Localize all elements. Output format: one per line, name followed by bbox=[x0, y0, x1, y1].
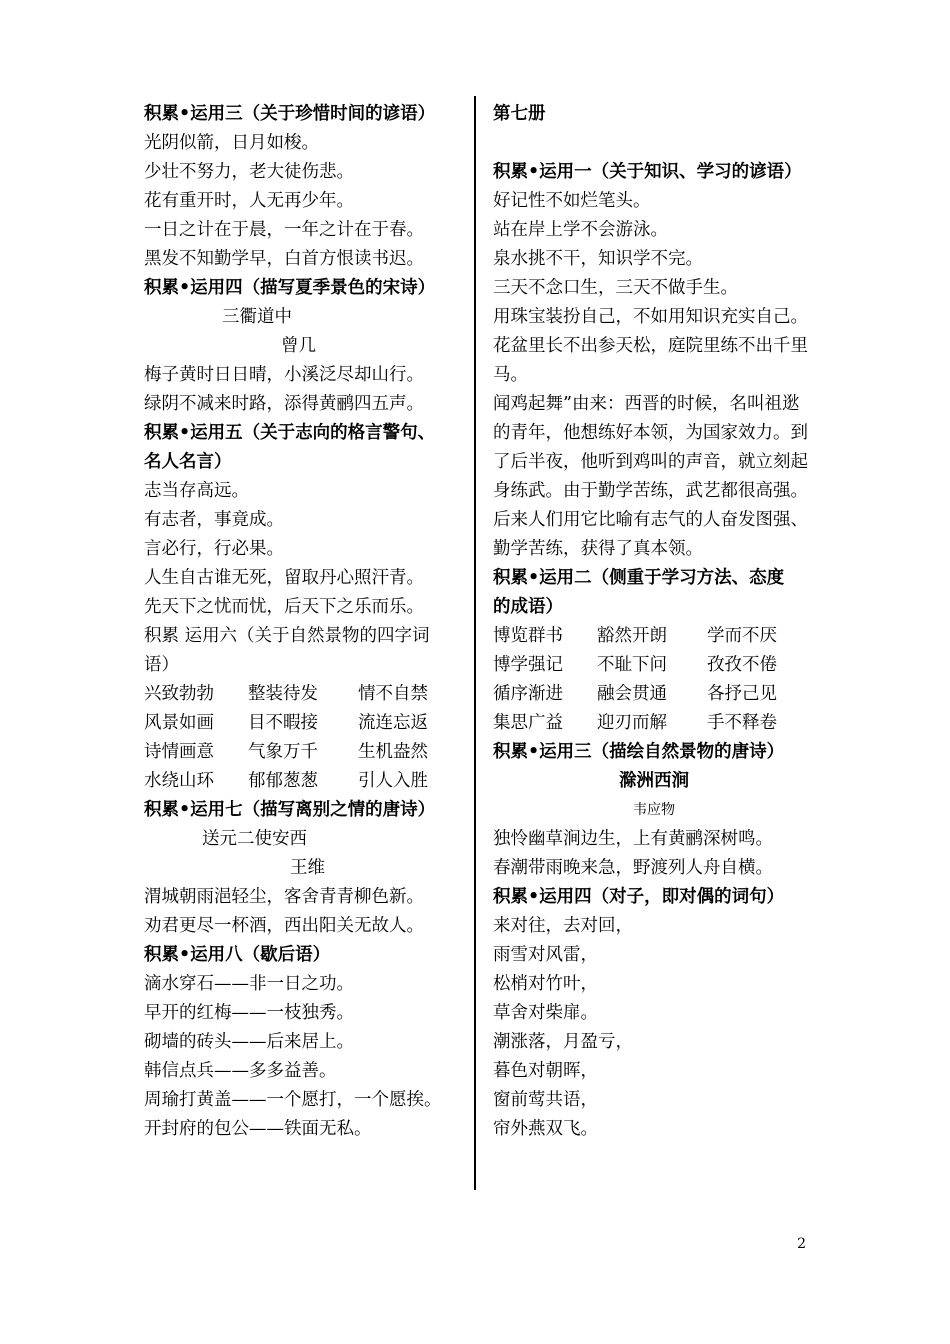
text-line: 松梢对竹叶， bbox=[493, 974, 598, 994]
poem-author: 韦应物 bbox=[633, 802, 675, 818]
section-heading: 积累•运用二（侧重于学习方法、态度 bbox=[493, 568, 785, 588]
text-line: 砌墙的砖头——后来居上。 bbox=[144, 1032, 354, 1052]
idiom: 豁然开朗 bbox=[597, 626, 667, 646]
poem-line: 春潮带雨晚来急，野渡列人舟自横。 bbox=[493, 858, 773, 878]
text-line: 来对往，去对回， bbox=[493, 916, 633, 936]
section-heading: 积累•运用三（描绘自然景物的唐诗） bbox=[493, 742, 785, 762]
section-heading: 积累•运用四（对子，即对偶的词句） bbox=[493, 887, 785, 907]
idiom: 各抒己见 bbox=[707, 684, 777, 704]
idiom-grid bbox=[144, 680, 472, 796]
text-line: 人生自古谁无死，留取丹心照汗青。 bbox=[144, 568, 424, 588]
idiom-grid bbox=[493, 622, 815, 738]
poem-line: 渭城朝雨浥轻尘，客舍青青柳色新。 bbox=[144, 887, 424, 907]
poem-line: 梅子黄时日日晴，小溪泛尽却山行。 bbox=[144, 365, 424, 385]
text-paragraph: 花盆里长不出参天松，庭院里练不出千里马。 bbox=[493, 336, 808, 385]
idiom: 学而不厌 bbox=[707, 626, 777, 646]
text-line: 志当存高远。 bbox=[144, 481, 249, 501]
text-paragraph: 闻鸡起舞”由来：西晋的时候，名叫祖逖的青年，他想练好本领，为国家效力。到了后半夜，他听到鸡叫的声音，就立刻起身练武。由于勤学苦练，武艺都很高强。后来人们用它比喻有志气的人奋发图强、勤学苦练，获得了真本领。 bbox=[493, 394, 808, 559]
idiom: 融会贯通 bbox=[597, 684, 667, 704]
poem-author: 曾几 bbox=[281, 336, 316, 356]
idiom: 集思广益 bbox=[493, 713, 563, 733]
section-heading: 名人名言） bbox=[144, 452, 232, 472]
section-heading: 语） bbox=[144, 655, 179, 675]
idiom: 气象万千 bbox=[248, 742, 318, 762]
poem-line: 绿阴不减来时路，添得黄鹂四五声。 bbox=[144, 394, 424, 414]
text-line: 黑发不知勤学早，白首方恨读书迟。 bbox=[144, 249, 424, 269]
text-line: 暮色对朝晖， bbox=[493, 1061, 598, 1081]
section-heading: 积累 运用六（关于自然景物的四字词 bbox=[144, 626, 430, 646]
text-line: 少壮不努力，老大徒伤悲。 bbox=[144, 162, 354, 182]
page-number: 2 bbox=[797, 1236, 806, 1252]
poem-title: 送元二使安西 bbox=[202, 829, 307, 849]
text-line: 窗前莺共语， bbox=[493, 1090, 598, 1110]
idiom: 孜孜不倦 bbox=[707, 655, 777, 675]
idiom: 博学强记 bbox=[493, 655, 563, 675]
section-heading: 积累•运用四（描写夏季景色的宋诗） bbox=[144, 278, 436, 298]
idiom: 诗情画意 bbox=[144, 742, 214, 762]
text-line: 雨雪对风雷， bbox=[493, 945, 598, 965]
idiom: 生机盎然 bbox=[358, 742, 428, 762]
text-line: 潮涨落，月盈亏， bbox=[493, 1032, 633, 1052]
column-divider bbox=[474, 96, 476, 1190]
poem-line: 劝君更尽一杯酒，西出阳关无故人。 bbox=[144, 916, 424, 936]
idiom: 不耻下问 bbox=[597, 655, 667, 675]
text-line: 泉水挑不干，知识学不完。 bbox=[493, 249, 703, 269]
text-line: 言必行，行必果。 bbox=[144, 539, 284, 559]
text-line: 草舍对柴扉。 bbox=[493, 1003, 598, 1023]
text-line: 好记性不如烂笔头。 bbox=[493, 191, 651, 211]
section-heading: 积累•运用一（关于知识、学习的谚语） bbox=[493, 162, 802, 182]
idiom: 流连忘返 bbox=[358, 713, 428, 733]
text-line: 韩信点兵——多多益善。 bbox=[144, 1061, 337, 1081]
text-line: 开封府的包公——铁面无私。 bbox=[144, 1119, 372, 1139]
text-line: 先天下之忧而忧，后天下之乐而乐。 bbox=[144, 597, 424, 617]
text-line: 一日之计在于晨，一年之计在于春。 bbox=[144, 220, 424, 240]
section-heading: 积累•运用五（关于志向的格言警句、 bbox=[144, 423, 436, 443]
text-line: 周瑜打黄盖——一个愿打，一个愿挨。 bbox=[144, 1090, 442, 1110]
idiom: 风景如画 bbox=[144, 713, 214, 733]
idiom: 郁郁葱葱 bbox=[248, 771, 318, 791]
idiom: 手不释卷 bbox=[707, 713, 777, 733]
right-column bbox=[493, 100, 815, 1144]
left-column bbox=[144, 100, 472, 1144]
idiom: 兴致勃勃 bbox=[144, 684, 214, 704]
idiom: 情不自禁 bbox=[358, 684, 428, 704]
idiom: 迎刃而解 bbox=[597, 713, 667, 733]
idiom: 整装待发 bbox=[248, 684, 318, 704]
poem-title: 三衢道中 bbox=[222, 307, 292, 327]
spacer bbox=[493, 129, 815, 158]
idiom: 博览群书 bbox=[493, 626, 563, 646]
idiom: 循序渐进 bbox=[493, 684, 563, 704]
poem-author: 王维 bbox=[290, 858, 325, 878]
poem-title: 滁洲西涧 bbox=[619, 771, 689, 791]
section-heading: 的成语） bbox=[493, 597, 563, 617]
text-line: 有志者，事竟成。 bbox=[144, 510, 284, 530]
text-line: 三天不念口生，三天不做手生。 bbox=[493, 278, 738, 298]
text-line: 滴水穿石——非一日之功。 bbox=[144, 974, 354, 994]
idiom: 水绕山环 bbox=[144, 771, 214, 791]
section-heading: 积累•运用八（歇后语） bbox=[144, 945, 331, 965]
idiom: 目不暇接 bbox=[248, 713, 318, 733]
text-line: 早开的红梅——一枝独秀。 bbox=[144, 1003, 354, 1023]
text-line: 光阴似箭，日月如梭。 bbox=[144, 133, 319, 153]
text-paragraph: 用珠宝装扮自己，不如用知识充实自己。 bbox=[493, 307, 808, 327]
text-line: 花有重开时，人无再少年。 bbox=[144, 191, 354, 211]
book-title: 第七册 bbox=[493, 104, 546, 124]
section-heading: 积累•运用七（描写离别之情的唐诗） bbox=[144, 800, 436, 820]
text-line: 站在岸上学不会游泳。 bbox=[493, 220, 668, 240]
text-line: 帘外燕双飞。 bbox=[493, 1119, 598, 1139]
poem-line: 独怜幽草涧边生，上有黄鹂深树鸣。 bbox=[493, 829, 773, 849]
section-heading: 积累•运用三（关于珍惜时间的谚语） bbox=[144, 104, 436, 124]
idiom: 引人入胜 bbox=[358, 771, 428, 791]
